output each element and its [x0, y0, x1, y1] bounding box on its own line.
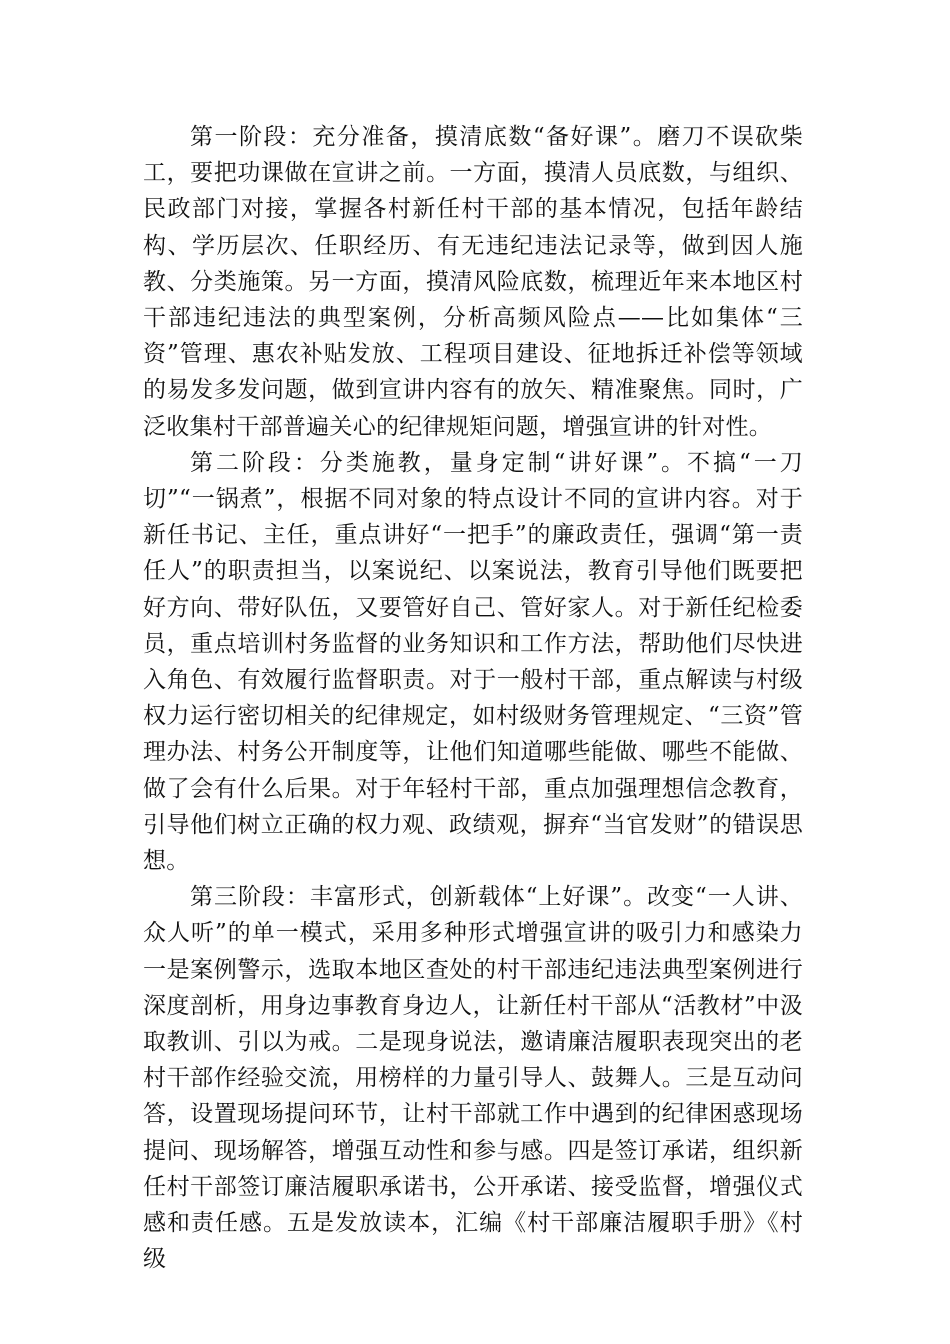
- paragraph-stage-one: 第一阶段：充分准备，摸清底数“备好课”。磨刀不误砍柴工，要把功课做在宣讲之前。一方面，摸清人员底数，与组织、民政部门对接，掌握各村新任村干部的基本情况，包括年龄结构、学历层次、任职经历、有无违纪违法记录等，做到因人施教、分类施策。另一方面，摸清风险底数，梳理近年来本地区村干部违纪违法的典型案例，分析高频风险点——比如集体“三资”管理、惠农补贴发放、工程项目建设、征地拆迁补偿等领域的易发多发问题，做到宣讲内容有的放矢、精准聚焦。同时，广泛收集村干部普遍关心的纪律规矩问题，增强宣讲的针对性。: [143, 124, 803, 440]
- document-body: [143, 119, 803, 1278]
- paragraph-stage-three: 第三阶段：丰富形式，创新载体“上好课”。改变“一人讲、众人听”的单一模式，采用多种形式增强宣讲的吸引力和感染力一是案例警示，选取本地区查处的村干部违纪违法典型案例进行深度剖析，用身边事教育身边人，让新任村干部从“活教材”中汲取教训、引以为戒。二是现身说法，邀请廉洁履职表现突出的老村干部作经验交流，用榜样的力量引导人、鼓舞人。三是互动问答，设置现场提问环节，让村干部就工作中遇到的纪律困惑现场提问、现场解答，增强互动性和参与感。四是签订承诺，组织新任村干部签订廉洁履职承诺书，公开承诺、接受监督，增强仪式感和责任感。五是发放读本，汇编《村干部廉洁履职手册》《村级: [143, 884, 803, 1273]
- paragraph-stage-two: 第二阶段：分类施教，量身定制“讲好课”。不搞“一刀切”“一锅煮”，根据不同对象的特点设计不同的宣讲内容。对于新任书记、主任，重点讲好“一把手”的廉政责任，强调“第一责任人”的职责担当，以案说纪、以案说法，教育引导他们既要把好方向、带好队伍，又要管好自己、管好家人。对于新任纪检委员，重点培训村务监督的业务知识和工作方法，帮助他们尽快进入角色、有效履行监督职责。对于一般村干部，重点解读与村级权力运行密切相关的纪律规定，如村级财务管理规定、“三资”管理办法、村务公开制度等，让他们知道哪些能做、哪些不能做、做了会有什么后果。对于年轻村干部，重点加强理想信念教育，引导他们树立正确的权力观、政绩观，摒弃“当官发财”的错误思想。: [143, 449, 803, 875]
